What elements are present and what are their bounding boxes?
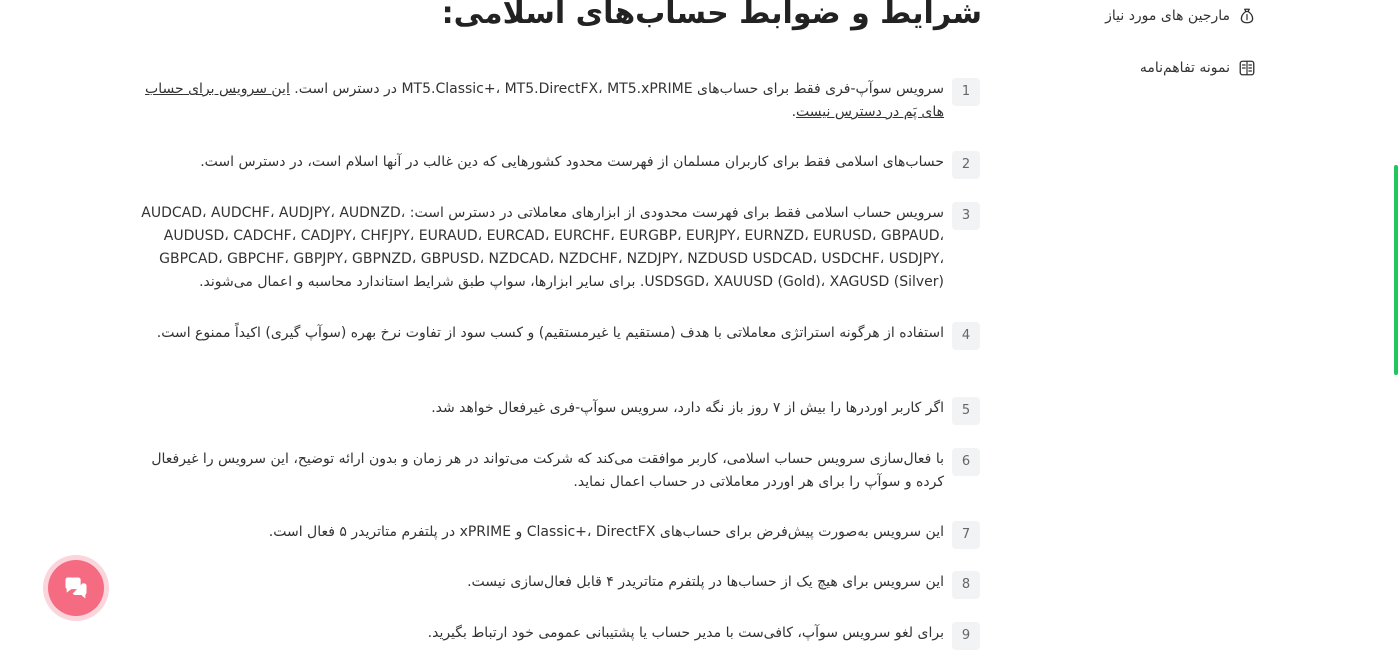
rules-list	[130, 0, 980, 665]
money-bag-icon	[1238, 7, 1256, 25]
rule-number: 4	[952, 322, 980, 350]
rule-text: این سرویس برای هیچ یک از حساب‌ها در پلتفرم متاتریدر ۴ قابل فعال‌سازی نیست.	[467, 574, 944, 590]
rule-text	[130, 78, 944, 124]
sidebar-item-label: نمونه تفاهم‌نامه	[1139, 60, 1230, 76]
rule-item	[130, 78, 980, 124]
sidebar-item-agreement[interactable]	[1140, 56, 1256, 80]
rule-number: 1	[952, 78, 980, 106]
rule-number: 2	[952, 151, 980, 179]
rule-number: 6	[952, 448, 980, 476]
rule-number: 9	[952, 622, 980, 650]
underlined-note: این سرویس برای حساب های پَم در دسترس نیست	[145, 81, 944, 120]
rule-text: با فعال‌سازی سرویس حساب اسلامی، کاربر موافقت می‌کند که شرکت می‌تواند در هر زمان و بدون ارائه توضیح، این سرویس را غیرفعال کرده و سوآپ را برای هر اوردر معاملاتی در حساب اعمال نماید.	[151, 451, 944, 490]
rule-item	[130, 397, 980, 420]
rule-item	[130, 521, 980, 544]
rule-text-part: .	[791, 104, 797, 120]
rule-item	[130, 571, 980, 594]
rule-item	[130, 448, 980, 494]
rule-number: 5	[952, 397, 980, 425]
rule-number: 8	[952, 571, 980, 599]
sidebar-item-margin[interactable]	[1105, 4, 1256, 28]
rule-text: استفاده از هرگونه استراتژی معاملاتی با هدف (مستقیم یا غیرمستقیم) و کسب سود از تفاوت نرخ بهره (سوآپ گیری) اکیداً ممنوع است.	[156, 325, 944, 341]
sidebar-item-label: مارجین های مورد نیاز	[1105, 8, 1230, 24]
rule-text-part: سرویس سوآپ-فری فقط برای حساب‌های MT5.Classic+، MT5.DirectFX، MT5.xPRIME در دسترس است.	[289, 81, 944, 97]
rule-item	[130, 151, 980, 174]
chat-button[interactable]	[48, 560, 104, 616]
document-icon	[1238, 59, 1256, 77]
rule-text: برای لغو سرویس سوآپ، کافی‌ست با مدیر حساب یا پشتیبانی عمومی خود ارتباط بگیرید.	[427, 625, 944, 641]
rule-number: 3	[952, 202, 980, 230]
rule-text: سرویس حساب اسلامی فقط برای فهرست محدودی از ابزارهای معاملاتی در دسترس است: AUDCAD، AUDCHF، AUDJPY، AUDNZD، AUDUSD، CADCHF، CADJPY، CHFJPY، EURAUD، EURCAD، EURCHF، EURGBP، EURJPY، EURNZD، EURUSD، GBPAUD، GBPCAD، GBPCHF، GBPJPY، GBPNZD، GBPUSD، NZDCAD، NZDCHF، NZDJPY، NZDUSD USDCAD، USDCHF، USDJPY، USDSGD، XAUUSD (Gold)، XAGUSD (Silver). برای سایر ابزارها، سواپ طبق شرایط استاندارد محاسبه و اعمال می‌شوند.	[141, 205, 944, 290]
scroll-progress-indicator	[1394, 165, 1398, 375]
rule-item	[130, 202, 980, 294]
rule-number: 7	[952, 521, 980, 549]
rule-text: این سرویس به‌صورت پیش‌فرض برای حساب‌های Classic+، DirectFX و xPRIME در پلتفرم متاتریدر ۵ فعال است.	[268, 524, 944, 540]
page-title: شرایط و ضوابط حساب‌های اسلامی:	[441, 0, 982, 31]
rule-text: حساب‌های اسلامی فقط برای کاربران مسلمان از فهرست محدود کشورهایی که دین غالب در آنها اسلام است، در دسترس است.	[200, 154, 944, 170]
rule-text: اگر کاربر اوردرها را بیش از ۷ روز باز نگه دارد، سرویس سوآپ-فری غیرفعال خواهد شد.	[431, 400, 944, 416]
chat-icon	[62, 574, 90, 602]
rule-item	[130, 322, 980, 345]
rule-item	[130, 622, 980, 645]
